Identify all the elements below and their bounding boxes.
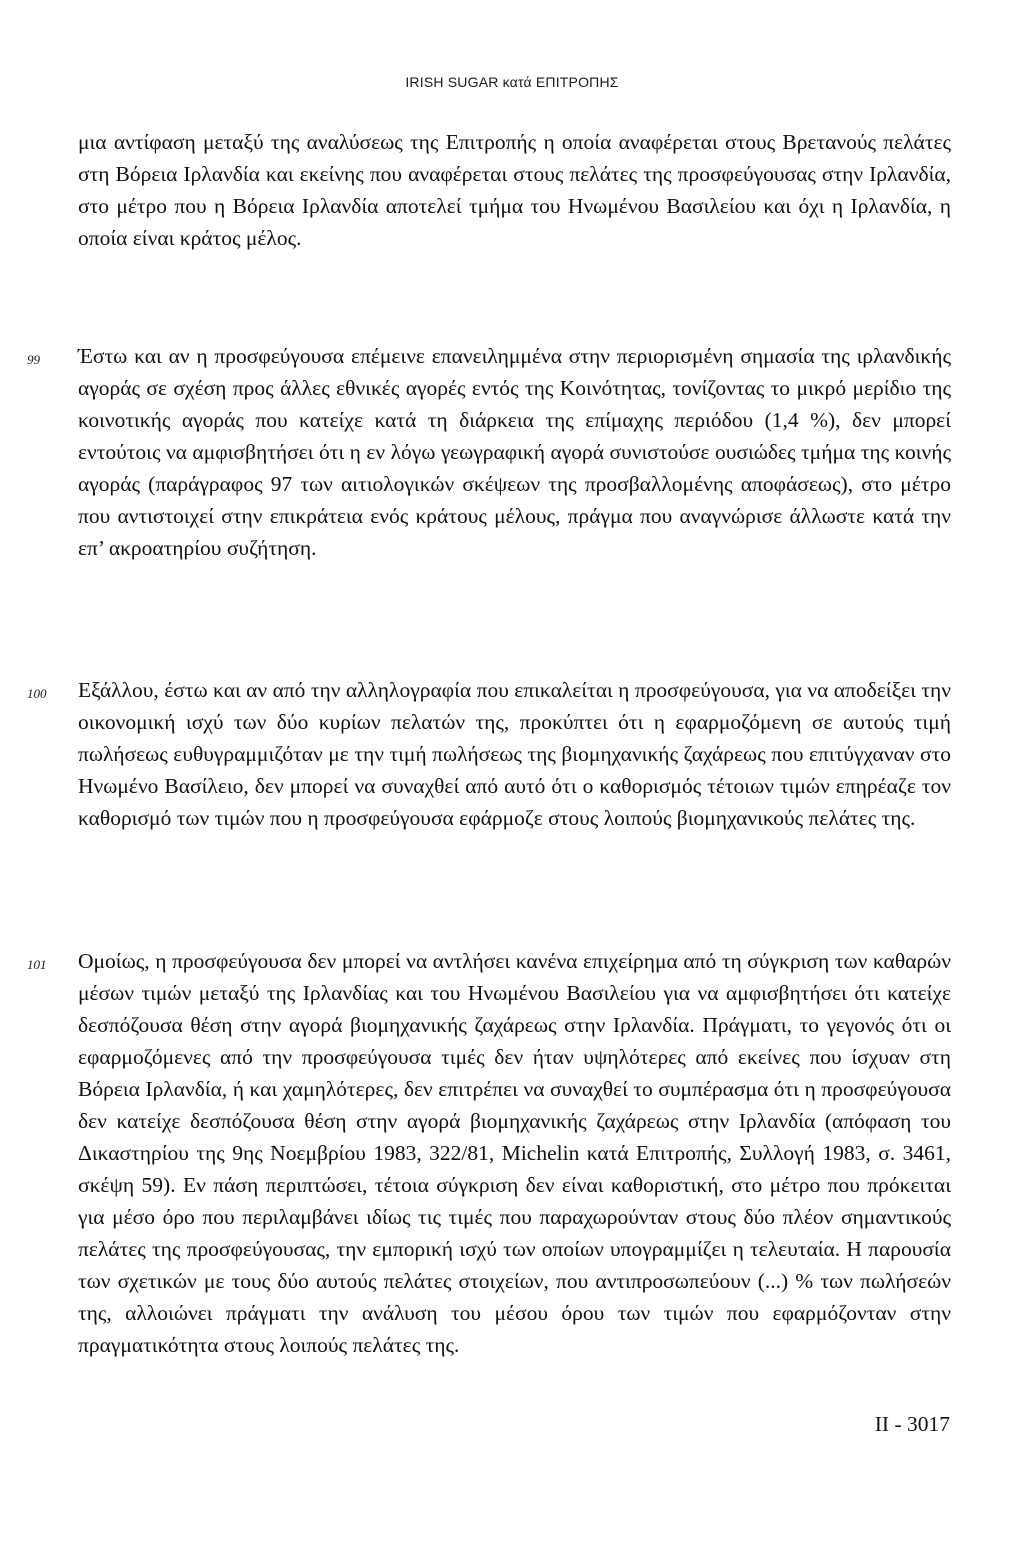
paragraph-99: Έστω και αν η προσφεύγουσα επέμεινε επανειλημμένα στην περιορισμένη σημασία της ιρλανδικής αγοράς σε σχέση προς άλλες εθνικές αγορές εντός της Κοινότητας, τονίζοντας το μικρό μερίδιο της κοινοτικής αγοράς που κατείχε κατά τη διάρκεια της επίμαχης περιόδου (1,4 %), δεν μπορεί εντούτοις να αμφισβητήσει ότι η εν λόγω γεωγραφική αγορά συνιστούσε ουσιώδες τμήμα της κοινής αγοράς (παράγραφος 97 των αιτιολογικών σκέψεων της προσβαλλομένης αποφάσεως), στο μέτρο που αντιστοιχεί στην επικράτεια ενός κράτους μέλους, πράγμα που αναγνώρισε άλλωστε κατά την επ’ ακροατηρίου συζήτηση.	[78, 344, 951, 560]
paragraph-number-101: 101	[27, 957, 47, 972]
paragraph-number-99: 99	[27, 352, 40, 367]
paragraph-continuation: μια αντίφαση μεταξύ της αναλύσεως της Επιτροπής η οποία αναφέρεται στους Βρετανούς πελάτες στη Βόρεια Ιρλανδία και εκείνης που αναφέρεται στους πελάτες της προσφεύγουσας στην Ιρλανδία, στο μέτρο που η Βόρεια Ιρλανδία αποτελεί τμήμα του Ηνωμένου Βασιλείου και όχι η Ιρλανδία, η οποία είναι κράτος μέλος.	[78, 130, 951, 250]
running-head: IRISH SUGAR κατά ΕΠΙΤΡΟΠΗΣ	[405, 74, 619, 90]
paragraph-100: Εξάλλου, έστω και αν από την αλληλογραφία που επικαλείται η προσφεύγουσα, για να αποδείξει την οικονομική ισχύ των δύο κυρίων πελατών της, προκύπτει ότι η εφαρμοζόμενη σε αυτούς τιμή πωλήσεως ευθυγραμμιζόταν με την τιμή πωλήσεως της βιομηχανικής ζαχάρεως που επιτύγχαναν στο Ηνωμένο Βασίλειο, δεν μπορεί να συναχθεί από αυτό ότι ο καθορισμός τέτοιων τιμών επηρέαζε τον καθορισμό των τιμών που η προσφεύγουσα εφάρμοζε στους λοιπούς βιομηχανικούς πελάτες της.	[78, 678, 951, 830]
paragraph-101: Ομοίως, η προσφεύγουσα δεν μπορεί να αντλήσει κανένα επιχείρημα από τη σύγκριση των καθαρών μέσων τιμών μεταξύ της Ιρλανδίας και του Ηνωμένου Βασιλείου για να αμφισβητήσει ότι κατείχε δεσπόζουσα θέση στην αγορά βιομηχανικής ζαχάρεως στην Ιρλανδία. Πράγματι, το γεγονός ότι οι εφαρμοζόμενες από την προσφεύγουσα τιμές δεν ήταν υψηλότερες από εκείνες που ίσχυαν στη Βόρεια Ιρλανδία, ή και χαμηλότερες, δεν επιτρέπει να συναχθεί το συμπέρασμα ότι η προσφεύγουσα δεν κατείχε δεσπόζουσα θέση στην αγορά βιομηχανικής ζαχάρεως στην Ιρλανδία (απόφαση του Δικαστηρίου της 9ης Νοεμβρίου 1983, 322/81, Michelin κατά Επιτροπής, Συλλογή 1983, σ. 3461, σκέψη 59). Εν πάση περιπτώσει, τέτοια σύγκριση δεν είναι καθοριστική, στο μέτρο που πρόκειται για μέσο όρο που περιλαμβάνει ιδίως τις τιμές που παραχωρούνταν στους δύο πλέον σημαντικούς πελάτες της προσφεύγουσας, την εμπορική ισχύ των οποίων υπογραμμίζει η τελευταία. Η παρουσία των σχετικών με τους δύο αυτούς πελάτες στοιχείων, που αντιπροσωπεύουν (...) % των πωλήσεών της, αλλοιώνει πράγματι την ανάλυση του μέσου όρου των τιμών που εφαρμόζονταν στην πραγματικότητα στους λοιπούς πελάτες της.	[78, 949, 951, 1357]
paragraph-number-100: 100	[27, 686, 47, 701]
page-number: II - 3017	[874, 1412, 950, 1436]
